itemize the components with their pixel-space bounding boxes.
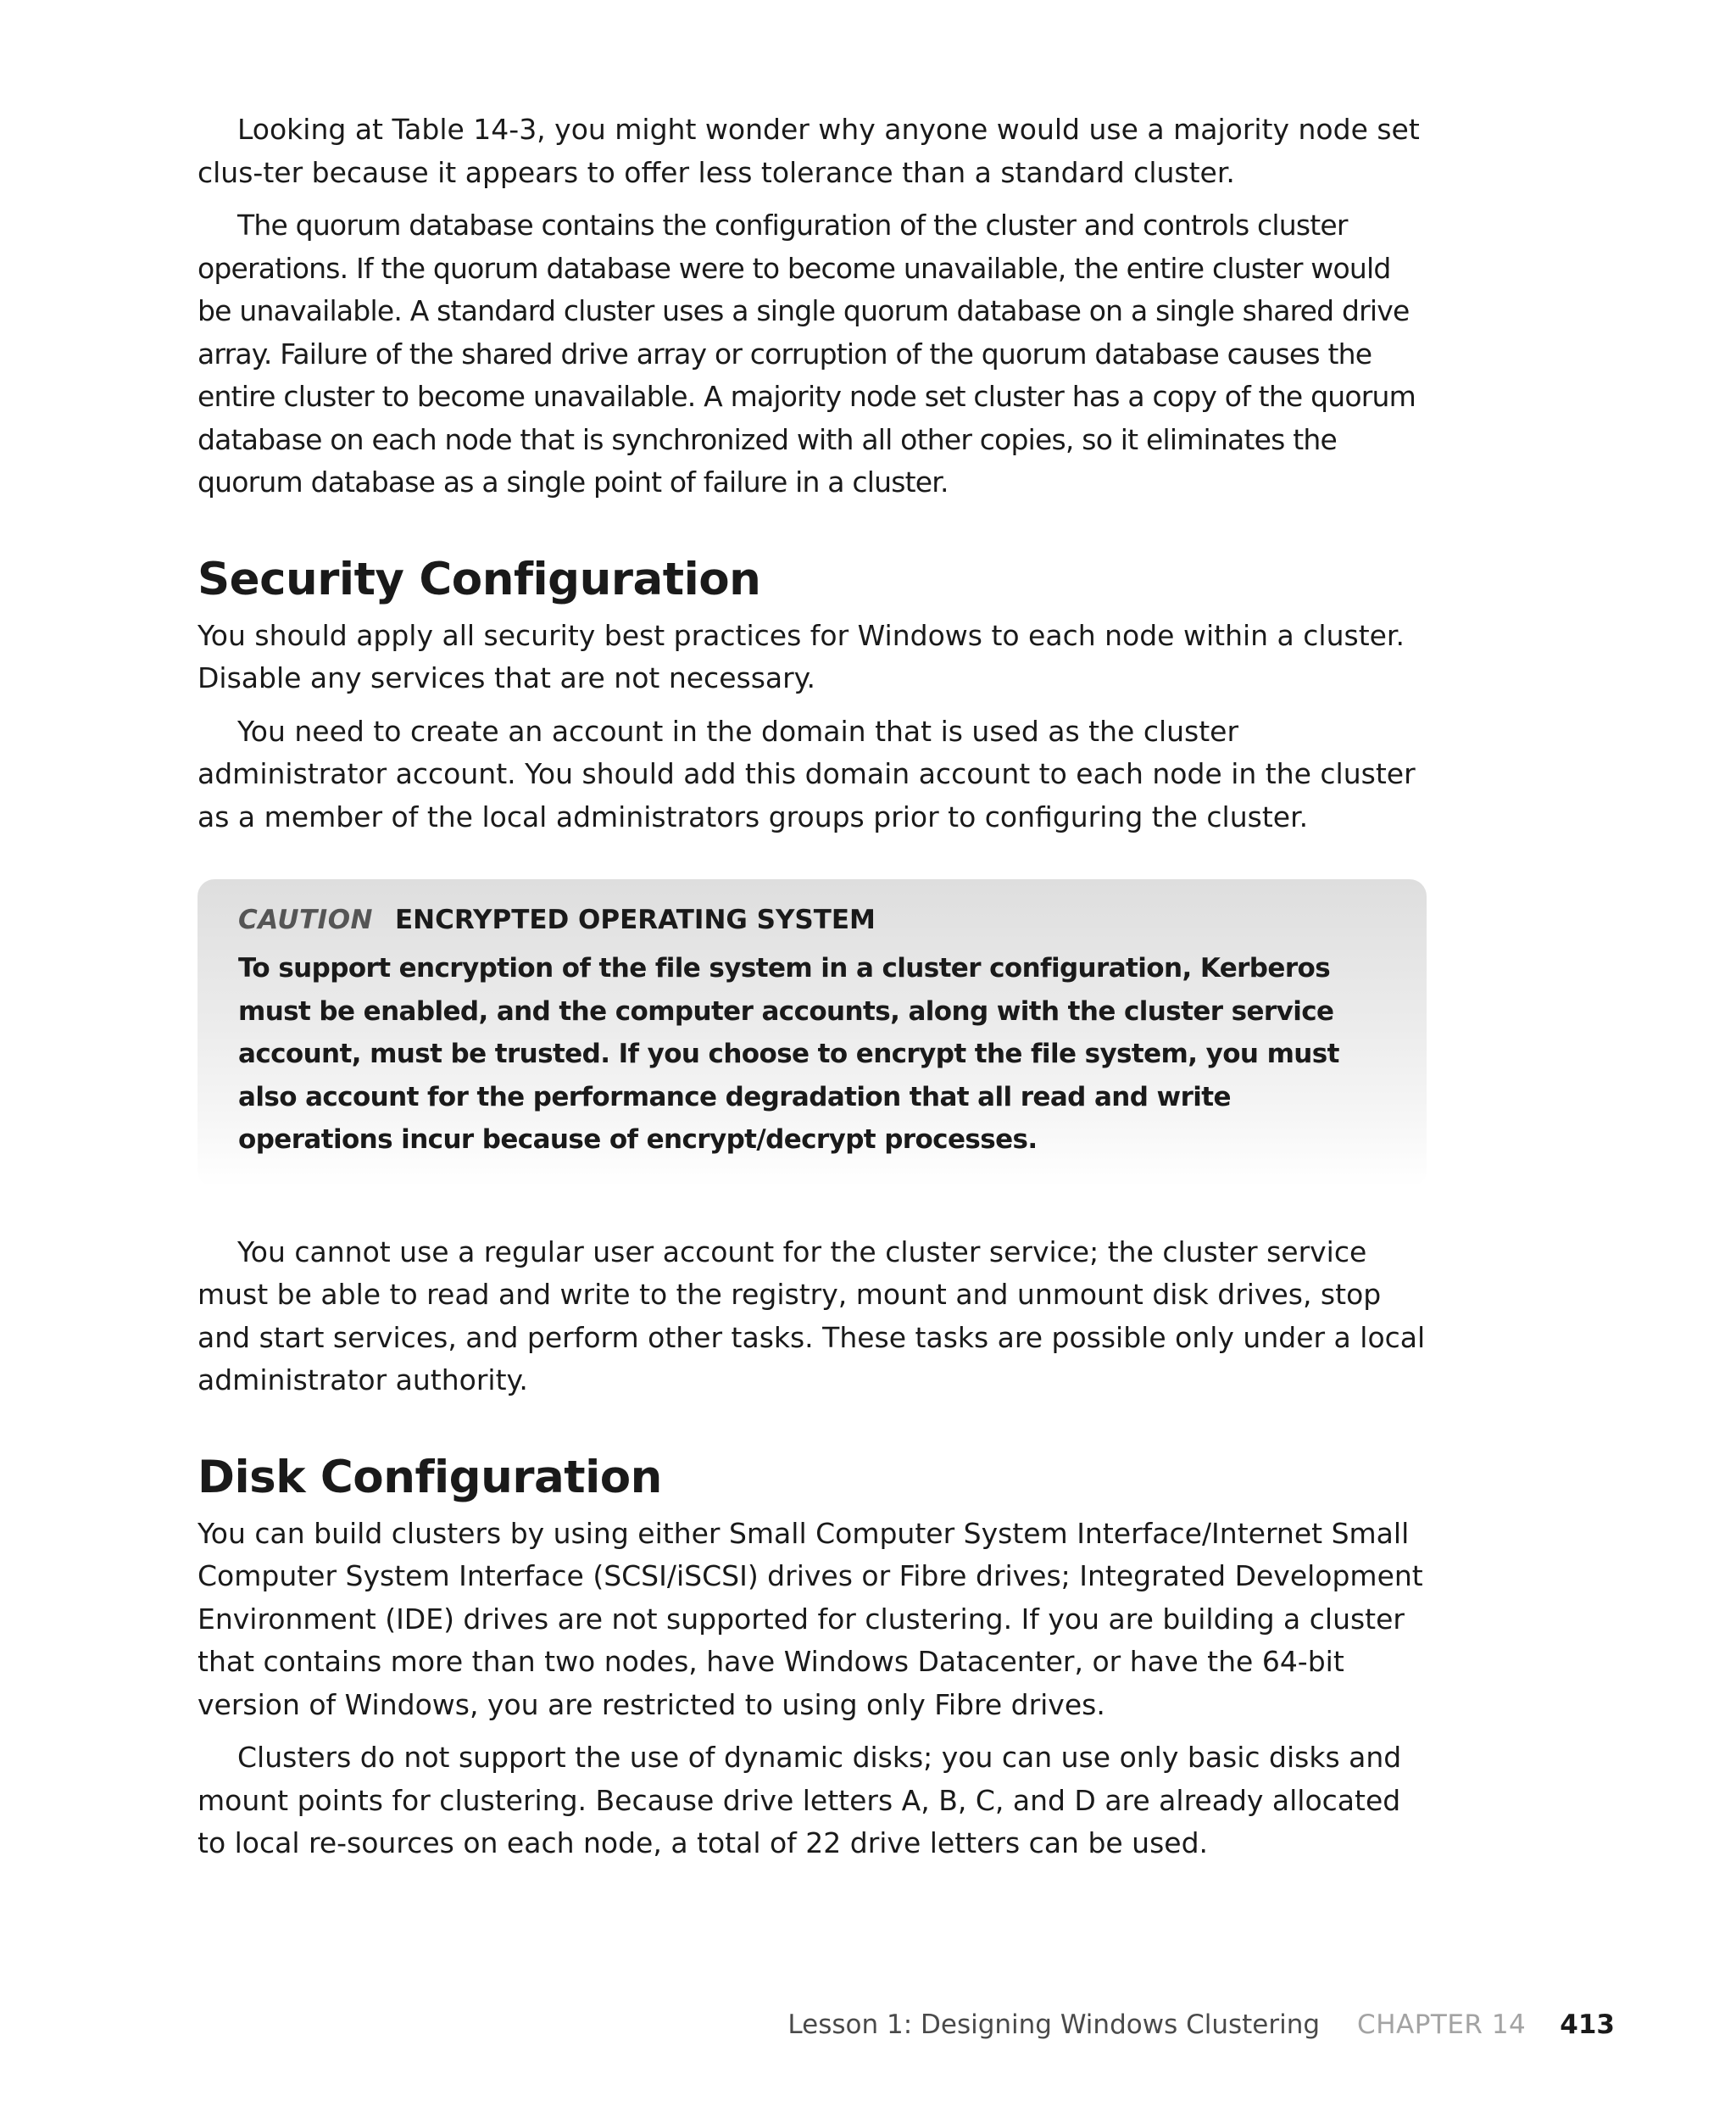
section-heading-security: Security Configuration bbox=[198, 553, 761, 605]
caution-header bbox=[238, 901, 1388, 939]
security-paragraph-2: You need to create an account in the domain that is used as the cluster administrator account. You should add this domain account to each node in the cluster as a member of the local administrators groups prior to configuring the cluster. bbox=[198, 714, 1416, 833]
page-footer bbox=[787, 2006, 1615, 2043]
footer-chapter-label: CHAPTER 14 bbox=[1357, 2009, 1527, 2040]
caution-label: CAUTION bbox=[238, 905, 373, 935]
disk-paragraph-1: You can build clusters by using either Small Computer System Interface/Internet Small Computer System Interface (SCSI/iSCSI) drives or Fibre drives; Integrated Development Environment (IDE) drives are not supported for clustering. If you are building a cluster that contains more than two nodes, have Windows Datacenter, or have the 64-bit version of Windows, you are restricted to using only Fibre drives. bbox=[198, 1516, 1423, 1721]
caution-box bbox=[198, 879, 1427, 1187]
security-paragraph-1: You should apply all security best practices for Windows to each node within a cluster. Disable any services that are not necessary. bbox=[198, 618, 1405, 694]
page-content bbox=[198, 109, 1427, 1865]
caution-body: To support encryption of the file system in a cluster configuration, Kerberos must be enabled, and the computer accounts, along with the cluster service account, must be trusted. If you choose to encrypt the file system, you must also account for the performance degradation that all read and write operations incur because of encrypt/decrypt processes. bbox=[238, 953, 1339, 1155]
page-number: 413 bbox=[1560, 2009, 1615, 2040]
intro-paragraph-2: The quorum database contains the configuration of the cluster and controls cluster operations. If the quorum database were to become unavailable, the entire cluster would be unavailable. A standard cluster uses a single quorum database on a single shared drive array. Failure of the shared drive array or corruption of the quorum database causes the entire cluster to become unavailable. A majority node set cluster has a copy of the quorum database on each node that is synchronized with all other copies, so it eliminates the quorum database as a single point of failure in a cluster. bbox=[198, 209, 1416, 499]
footer-lesson-title: Lesson 1: Designing Windows Clustering bbox=[787, 2009, 1321, 2040]
section-heading-disk: Disk Configuration bbox=[198, 1451, 662, 1503]
disk-paragraph-2: Clusters do not support the use of dynamic disks; you can use only basic disks and mount points for clustering. Because drive letters A, B, C, and D are already allocated to local re-sources on each node, a total of 22 drive letters can be used. bbox=[198, 1741, 1402, 1859]
caution-title: ENCRYPTED OPERATING SYSTEM bbox=[395, 905, 876, 935]
intro-paragraph-1: Looking at Table 14-3, you might wonder why anyone would use a majority node set clus-ter because it appears to offer less tolerance than a standard cluster. bbox=[198, 113, 1420, 189]
security-paragraph-3: You cannot use a regular user account for the cluster service; the cluster service must be able to read and write to the registry, mount and unmount disk drives, stop and start services, and perform other tasks. These tasks are possible only under a local administrator authority. bbox=[198, 1235, 1426, 1396]
